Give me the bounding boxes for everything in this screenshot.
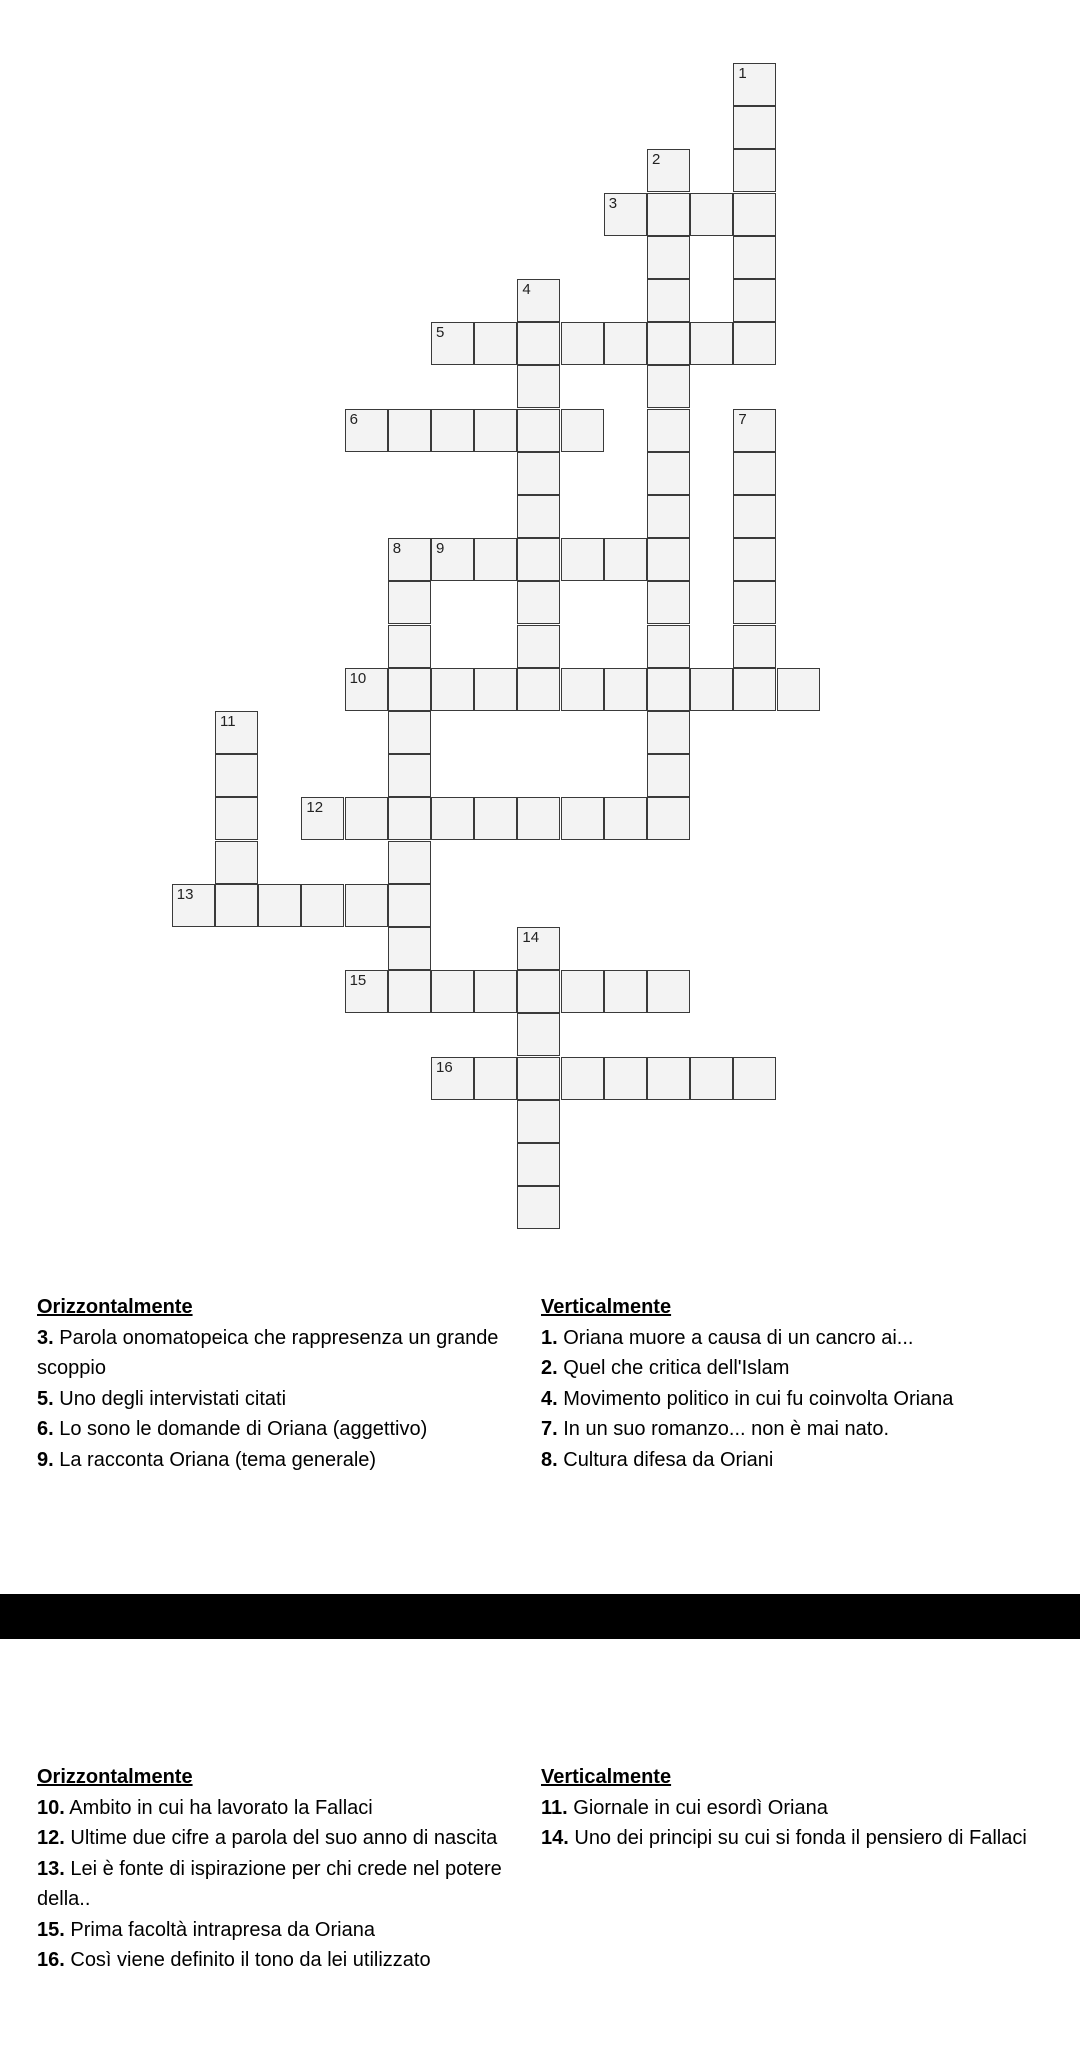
crossword-cell[interactable]	[647, 581, 690, 624]
clue-number: 11	[220, 713, 236, 730]
clue-number: 14	[522, 929, 540, 946]
crossword-cell[interactable]	[388, 970, 431, 1013]
crossword-cell[interactable]	[215, 841, 258, 884]
crossword-cell[interactable]	[388, 668, 431, 711]
across-clues	[37, 1292, 507, 1475]
crossword-cell[interactable]	[431, 538, 474, 581]
clue-number: 3	[608, 194, 618, 212]
crossword-cell[interactable]	[733, 581, 776, 624]
crossword-cell[interactable]	[517, 1186, 560, 1229]
clue-9: 9. La racconta Oriana (tema generale)	[37, 1448, 377, 1471]
crossword-cell[interactable]	[517, 927, 560, 970]
crossword-cell[interactable]	[388, 625, 431, 668]
crossword-cell[interactable]	[345, 409, 388, 452]
clue-1: 1. Oriana muore a causa di un cancro ai...	[541, 1326, 914, 1349]
crossword-cell[interactable]	[388, 841, 431, 884]
crossword-cell[interactable]	[345, 884, 388, 927]
clue-number: 7	[738, 410, 747, 428]
crossword-cell[interactable]	[647, 452, 690, 495]
crossword-cell[interactable]	[431, 409, 474, 452]
crossword-cell[interactable]	[388, 884, 431, 927]
crossword-cell[interactable]	[431, 668, 474, 711]
clue-number: 10	[349, 669, 367, 687]
crossword-cell[interactable]	[517, 1057, 560, 1100]
crossword-cell[interactable]	[215, 797, 258, 840]
clue-number: 4	[522, 281, 531, 298]
crossword-cell[interactable]	[733, 63, 776, 106]
down-title: Verticalmente	[541, 1296, 672, 1318]
crossword-cell[interactable]	[604, 797, 647, 840]
crossword-cell[interactable]	[647, 279, 690, 322]
across-clues	[37, 1762, 507, 1976]
crossword-cell[interactable]	[604, 970, 647, 1013]
clue-7: 7. In un suo romanzo... non è mai nato.	[541, 1418, 889, 1440]
crossword-cell[interactable]	[388, 538, 431, 581]
crossword-cell[interactable]	[301, 797, 344, 840]
clue-number: 12	[306, 799, 324, 817]
down-clues	[541, 1292, 1061, 1475]
clue-14: 14. Uno dei principi su cui si fonda il pensiero di Fallaci	[541, 1827, 1027, 1849]
crossword-cell[interactable]	[517, 538, 560, 581]
crossword-cell[interactable]	[474, 538, 517, 581]
down-title: Verticalmente	[541, 1766, 672, 1788]
crossword-cell[interactable]	[474, 409, 517, 452]
crossword-cell[interactable]	[388, 754, 431, 797]
crossword-cell[interactable]	[431, 797, 474, 840]
black-divider	[0, 1594, 1080, 1639]
crossword-cell[interactable]	[604, 322, 647, 365]
crossword-cell[interactable]	[604, 193, 647, 236]
crossword-cell[interactable]	[733, 279, 776, 322]
crossword-cell[interactable]	[733, 668, 776, 711]
crossword-cell[interactable]	[733, 452, 776, 495]
crossword-cell[interactable]	[517, 1100, 560, 1143]
crossword-cell[interactable]	[301, 884, 344, 927]
across-title: Orizzontalmente	[37, 1296, 193, 1318]
crossword-cell[interactable]	[604, 1057, 647, 1100]
clue-8: 8. Cultura difesa da Oriani	[541, 1448, 774, 1471]
crossword-cell[interactable]	[431, 322, 474, 365]
crossword-cell[interactable]	[517, 279, 560, 322]
crossword-cell[interactable]	[517, 797, 560, 840]
crossword-cell[interactable]	[690, 1057, 733, 1100]
clue-12: 12. Ultime due cifre a parola del suo anno di nascita	[37, 1827, 498, 1849]
crossword-cell[interactable]	[647, 495, 690, 538]
crossword-cell[interactable]	[690, 193, 733, 236]
crossword-cell[interactable]	[517, 970, 560, 1013]
crossword-cell[interactable]	[647, 538, 690, 581]
crossword-cell[interactable]	[388, 711, 431, 754]
clue-number: 1	[738, 65, 747, 82]
crossword-cell[interactable]	[733, 1057, 776, 1100]
crossword-cell[interactable]	[258, 884, 301, 927]
crossword-cell[interactable]	[647, 970, 690, 1013]
crossword-cell[interactable]	[733, 236, 776, 279]
crossword-cell[interactable]	[388, 409, 431, 452]
crossword-cell[interactable]	[561, 409, 604, 452]
crossword-cell[interactable]	[733, 322, 776, 365]
crossword-cell[interactable]	[517, 581, 560, 624]
crossword-cell[interactable]	[690, 668, 733, 711]
crossword-cell[interactable]	[647, 365, 690, 408]
clue-15: 15. Prima facoltà intrapresa da Oriana	[37, 1918, 375, 1941]
clue-number: 16	[436, 1058, 453, 1076]
crossword-cell[interactable]	[733, 495, 776, 538]
across-title: Orizzontalmente	[37, 1766, 193, 1788]
clue-10: 10. Ambito in cui ha lavorato la Fallaci	[37, 1796, 373, 1819]
crossword-cell[interactable]	[517, 409, 560, 452]
clue-number: 13	[176, 885, 194, 903]
clue-5: 5. Uno degli intervistati citati	[37, 1387, 287, 1410]
crossword-cell[interactable]	[431, 970, 474, 1013]
crossword-cell[interactable]	[647, 1057, 690, 1100]
crossword-cell[interactable]	[733, 625, 776, 668]
clue-2: 2. Quel che critica dell'Islam	[541, 1357, 790, 1379]
crossword-cell[interactable]	[345, 970, 388, 1013]
crossword-cell[interactable]	[517, 452, 560, 495]
crossword-cell[interactable]	[517, 668, 560, 711]
crossword-cell[interactable]	[604, 538, 647, 581]
crossword-cell[interactable]	[561, 970, 604, 1013]
crossword-cell[interactable]	[431, 1057, 474, 1100]
crossword-cell[interactable]	[215, 884, 258, 927]
crossword-cell[interactable]	[647, 236, 690, 279]
clue-number: 6	[349, 410, 358, 428]
crossword-cell[interactable]	[561, 668, 604, 711]
crossword-cell[interactable]	[388, 927, 431, 970]
clue-number: 9	[436, 540, 445, 558]
crossword-cell[interactable]	[733, 149, 776, 192]
crossword-cell[interactable]	[733, 106, 776, 149]
crossword-cell[interactable]	[647, 797, 690, 840]
crossword-cell[interactable]	[517, 495, 560, 538]
crossword-cell[interactable]	[647, 322, 690, 365]
crossword-cell[interactable]	[345, 797, 388, 840]
crossword-cell[interactable]	[474, 322, 517, 365]
crossword-cell[interactable]	[517, 1013, 560, 1056]
clue-number: 5	[436, 324, 445, 342]
crossword-cell[interactable]	[647, 625, 690, 668]
crossword-cell[interactable]	[561, 1057, 604, 1100]
crossword-cell[interactable]	[388, 797, 431, 840]
crossword-cell[interactable]	[561, 797, 604, 840]
crossword-cell[interactable]	[690, 322, 733, 365]
down-clues	[541, 1762, 1061, 1854]
crossword-cell[interactable]	[215, 711, 258, 754]
clue-6: 6. Lo sono le domande di Oriana (aggettivo)	[37, 1418, 428, 1440]
crossword-cell[interactable]	[561, 538, 604, 581]
crossword-cell[interactable]	[733, 409, 776, 452]
crossword-cell[interactable]	[172, 884, 215, 927]
crossword-cell[interactable]	[733, 538, 776, 581]
clue-13: 13. Lei è fonte di ispirazione per chi crede nel potere della..	[37, 1857, 502, 1910]
clue-number: 2	[652, 151, 661, 169]
clue-11: 11. Giornale in cui esordì Oriana	[541, 1796, 828, 1819]
crossword-cell[interactable]	[474, 970, 517, 1013]
crossword-cell[interactable]	[345, 668, 388, 711]
crossword-cell[interactable]	[561, 322, 604, 365]
crossword-cell[interactable]	[647, 754, 690, 797]
crossword-cell[interactable]	[474, 668, 517, 711]
clue-number: 15	[349, 972, 367, 990]
crossword-cell[interactable]	[215, 754, 258, 797]
clue-number: 8	[392, 540, 402, 558]
crossword-cell[interactable]	[474, 797, 517, 840]
crossword-cell[interactable]	[733, 193, 776, 236]
crossword-cell[interactable]	[604, 668, 647, 711]
crossword-cell[interactable]	[388, 581, 431, 624]
crossword-cell[interactable]	[777, 668, 820, 711]
crossword-cell[interactable]	[647, 409, 690, 452]
crossword-cell[interactable]	[517, 625, 560, 668]
clue-16: 16. Così viene definito il tono da lei utilizzato	[37, 1949, 431, 1971]
crossword-cell[interactable]	[517, 365, 560, 408]
crossword-cell[interactable]	[647, 711, 690, 754]
crossword-cell[interactable]	[647, 193, 690, 236]
crossword-cell[interactable]	[647, 668, 690, 711]
clue-3: 3. Parola onomatopeica che rappresenza un grande scoppio	[37, 1326, 499, 1379]
crossword-cell[interactable]	[474, 1057, 517, 1100]
crossword-cell[interactable]	[647, 149, 690, 192]
crossword-cell[interactable]	[517, 322, 560, 365]
clue-4: 4. Movimento politico in cui fu coinvolta Oriana	[541, 1387, 954, 1410]
crossword-cell[interactable]	[517, 1143, 560, 1186]
